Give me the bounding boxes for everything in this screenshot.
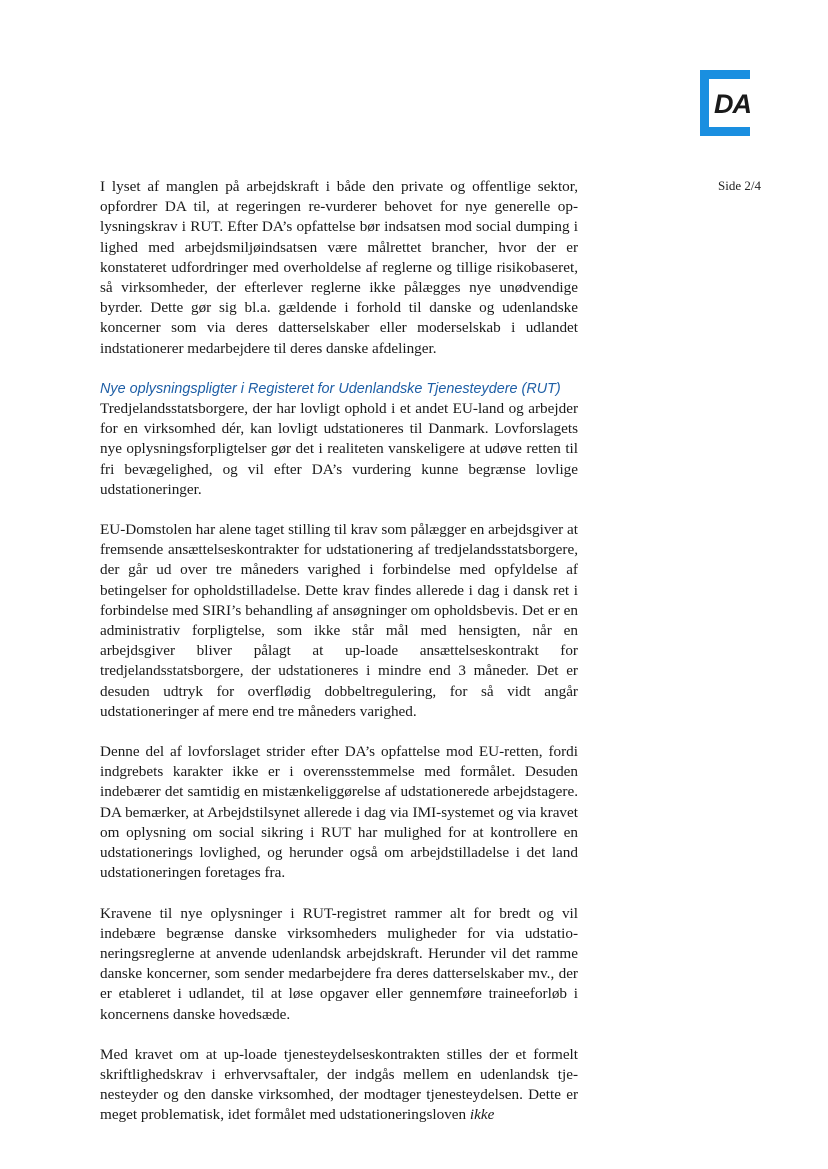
paragraph-6-tail: ikke: [469, 1106, 495, 1124]
section-heading: Nye oplysningspligter i Registeret for Udenlandske Tjenesteydere (RUT): [100, 380, 561, 397]
paragraph-6: [100, 1045, 578, 1126]
paragraph-6-text: Med kravet om at up-loade tjenesteydelseskontrakten stilles der et formelt skriftlighedskrav i erhvervsaftaler, der indgås mellem en udenlandsk tjenesteyder og den danske virksomhed, der modtager tjenesteydelsen. Dette er meget problematisk, idet formålet med udstationeringsloven: [100, 1045, 578, 1124]
paragraph-5: Kravene til nye oplysninger i RUT-registret rammer alt for bredt og vil indebære begrænse danske virksomheders muligheder for via udstationeringsreglerne at anvende udenlandsk arbejdskraft. Herunder vil det ramme danske koncerner, som sender medarbejdere fra deres datterselskaber mv., der er etableret i udlandet, til at løse opgaver eller gennemføre traineeforløb i koncernens danske hovedsæde.: [100, 904, 578, 1023]
paragraph-1: I lyset af manglen på arbejdskraft i både den private og offentlige sektor, opfordrer DA til, at regeringen re-vurderer behovet for nye generelle oplysningskrav i RUT. Efter DA’s opfattelse bør indsatsen mod social dumping i lighed med arbejdsmiljøindsatsen være målrettet brancher, hvor der er konstateret udfordringer med overholdelse af reglerne og tillige risikobaseret, så virksomheder, der efterlever reglerne ikke pålægges nye unødvendige byrder. Dette gør sig bl.a. gældende i forhold til danske og udenlandske koncerner som via deres datterselskaber eller moderselskab i udlandet indstationerer medarbejdere til deres danske afdelinger.: [100, 178, 578, 357]
document-body: [100, 177, 578, 1126]
paragraph-4: Denne del af lovforslaget strider efter DA’s opfattelse mod EU-retten, fordi indgrebets karakter ikke er i overensstemmelse med formålet. Desuden indebærer det samtidig en mistænkeliggørelse af udstationerede arbejdstagere. DA bemærker, at Arbejdstilsynet allerede i dag via IMI-systemet og via kravet om oplysning om social sikring i RUT har mulighed for at kontrollere en udstationerings lovlighed, og herunder også om arbejdstilladelse i det land udstationeringen foretages fra.: [100, 743, 578, 882]
page-number: Side 2/4: [718, 178, 761, 193]
da-logo: [700, 70, 762, 142]
section-rut: [100, 379, 578, 500]
paragraph-2: Tredjelandsstatsborgere, der har lovligt ophold i et andet EU-land og arbejder for en virksomhed dér, kan lovligt udstationeres til Danmark. Lovforslagets nye oplysningsforpligtelser gør det i realiteten vanskeligere at udøve retten til fri bevægelighed, og vil efter DA’s vurdering kunne begrænse lovlige udstationeringer.: [100, 400, 578, 498]
paragraph-3: EU-Domstolen har alene taget stilling til krav som pålægger en arbejdsgiver at fremsende ansættelseskontrakter for udstationering af tredjelandsstatsborgere, der går ud over tre måneders varighed i forbindelse med opfyldelse af betingelser for opholdstilladelse. Dette krav findes allerede i dag i dansk ret i forbindelse med SIRI’s behandling af ansøgninger om opholdsbevis. Det er en administrativ forpligtelse, som ikke står mål med hensigten, når en arbejdsgiver bliver pålagt at up-loade ansættelseskontrakt for tredjelandsstatsborgere, der udstationeres i mindre end 3 måneder. Det er desuden udtryk for overflødig dobbeltregulering, for så vidt angår udstationeringer af mere end tre måneders varighed.: [100, 521, 578, 720]
logo-text: DA: [714, 89, 751, 119]
